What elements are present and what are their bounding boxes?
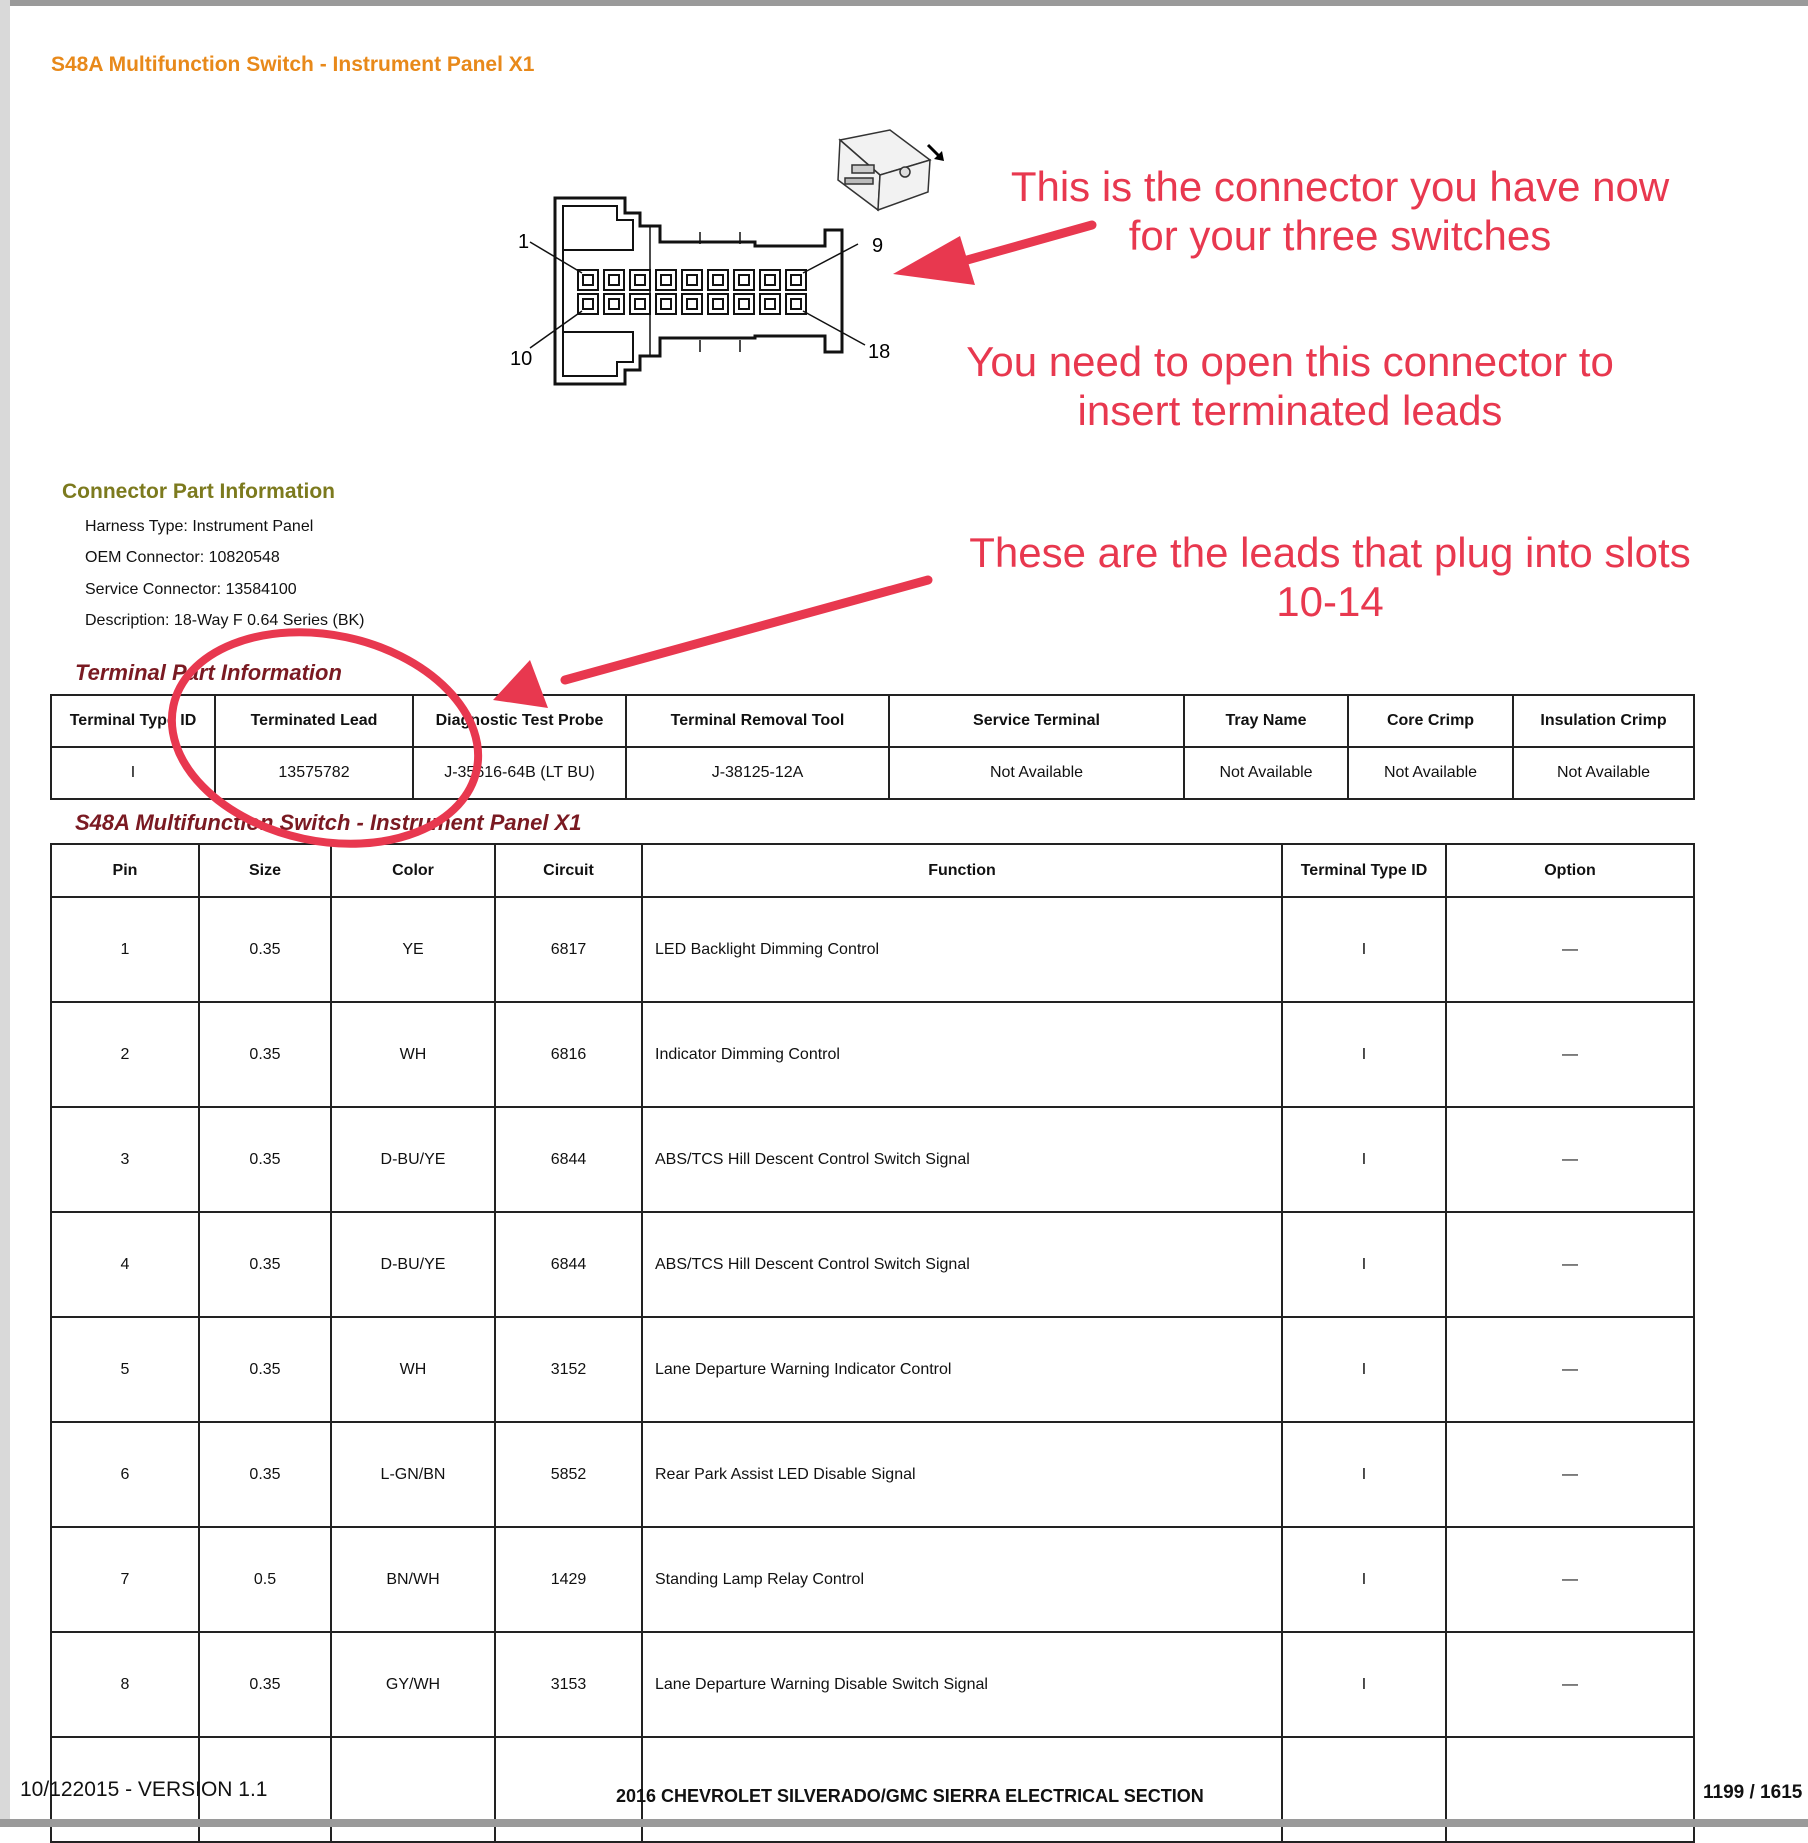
table-cell: I	[1282, 1317, 1446, 1422]
column-header: Core Crimp	[1348, 695, 1513, 747]
table-cell: YE	[331, 897, 495, 1002]
table-cell: I	[1282, 897, 1446, 1002]
connector-drawing	[500, 120, 960, 400]
pin-label-1: 1	[518, 231, 530, 253]
table-cell: Rear Park Assist LED Disable Signal	[642, 1422, 1282, 1527]
table-cell: Lane Departure Warning Disable Switch Signal	[642, 1632, 1282, 1737]
pin-cavities-bottom-row	[578, 294, 806, 314]
table-cell: J-38125-12A	[626, 747, 889, 799]
table-cell: WH	[331, 1002, 495, 1107]
footer-version: 10/122015 - VERSION 1.1	[20, 1778, 268, 1801]
column-header: Tray Name	[1184, 695, 1348, 747]
table-row	[51, 1527, 1694, 1632]
table-cell: Not Available	[1513, 747, 1694, 799]
table-cell: 0.35	[199, 1212, 331, 1317]
column-header: Terminated Lead	[215, 695, 413, 747]
table-cell: D-BU/YE	[331, 1107, 495, 1212]
column-header: Function	[642, 844, 1282, 897]
table-row	[51, 747, 1694, 799]
pin-table	[50, 843, 1695, 1843]
table-cell: I	[1282, 1107, 1446, 1212]
column-header: Option	[1446, 844, 1694, 897]
page-frame-top	[0, 0, 1808, 6]
table-cell: ABS/TCS Hill Descent Control Switch Signal	[642, 1107, 1282, 1212]
thumbnail-arrow-icon	[928, 145, 944, 161]
table-row	[51, 1212, 1694, 1317]
table-cell: —	[1446, 1527, 1694, 1632]
connector-info-heading: Connector Part Information	[62, 480, 336, 503]
table-row	[51, 1632, 1694, 1737]
table-cell: 0.35	[199, 1632, 331, 1737]
table-cell: 5852	[495, 1422, 642, 1527]
table-cell: 6817	[495, 897, 642, 1002]
pin-label-18: 18	[868, 341, 891, 363]
table-cell: I	[51, 747, 215, 799]
table-cell: J-35616-64B (LT BU)	[413, 747, 626, 799]
table-cell: 3	[51, 1107, 199, 1212]
table-cell: —	[1446, 1002, 1694, 1107]
column-header: Size	[199, 844, 331, 897]
page-frame-bottom	[0, 1819, 1808, 1827]
terminal-info-heading: Terminal Part Information	[75, 660, 342, 685]
table-cell: Not Available	[1348, 747, 1513, 799]
table-row	[51, 1107, 1694, 1212]
table-cell: ABS/TCS Hill Descent Control Switch Signal	[642, 1212, 1282, 1317]
column-header: Terminal Removal Tool	[626, 695, 889, 747]
table-cell: I	[1282, 1212, 1446, 1317]
connector-diagram	[500, 120, 960, 400]
pin-label-9: 9	[872, 235, 884, 257]
table-cell: —	[1446, 1107, 1694, 1212]
annotation-line: This is the connector you have now	[1010, 163, 1670, 210]
table-cell: Not Available	[889, 747, 1184, 799]
pin-cavities-top-row	[578, 270, 806, 290]
harness-type: Harness Type: Instrument Panel	[85, 518, 314, 535]
annotation-line: insert terminated leads	[1077, 387, 1503, 434]
table-cell: —	[1446, 1632, 1694, 1737]
table-cell: 0.35	[199, 1317, 331, 1422]
table-cell: 0.5	[199, 1527, 331, 1632]
column-header: Terminal Type ID	[1282, 844, 1446, 897]
table-cell: Not Available	[1184, 747, 1348, 799]
page-title: S48A Multifunction Switch - Instrument Panel X1	[51, 53, 535, 76]
terminal-info-table	[50, 694, 1695, 800]
page-frame-left	[0, 0, 10, 1827]
table-cell: —	[1446, 897, 1694, 1002]
table-row	[51, 1002, 1694, 1107]
table-cell: 2	[51, 1002, 199, 1107]
pin-table-heading: S48A Multifunction Switch - Instrument Panel X1	[75, 810, 582, 835]
table-row	[51, 897, 1694, 1002]
table-cell: LED Backlight Dimming Control	[642, 897, 1282, 1002]
table-cell: 0.35	[199, 1422, 331, 1527]
table-cell: 6	[51, 1422, 199, 1527]
table-cell: 6844	[495, 1107, 642, 1212]
table-header-row	[51, 695, 1694, 747]
column-header: Diagnostic Test Probe	[413, 695, 626, 747]
table-cell: 5	[51, 1317, 199, 1422]
table-cell: L-GN/BN	[331, 1422, 495, 1527]
table-cell: Standing Lamp Relay Control	[642, 1527, 1282, 1632]
table-cell: I	[1282, 1632, 1446, 1737]
table-cell: 1	[51, 897, 199, 1002]
column-header: Circuit	[495, 844, 642, 897]
table-cell: 3153	[495, 1632, 642, 1737]
table-cell: 4	[51, 1212, 199, 1317]
column-header: Color	[331, 844, 495, 897]
table-cell: I	[1282, 1422, 1446, 1527]
table-cell: 3152	[495, 1317, 642, 1422]
column-header: Pin	[51, 844, 199, 897]
footer-page-number: 1199 / 1615	[1703, 1782, 1803, 1803]
table-cell: 8	[51, 1632, 199, 1737]
table-cell: GY/WH	[331, 1632, 495, 1737]
oem-connector: OEM Connector: 10820548	[85, 549, 280, 566]
pin-label-10: 10	[510, 348, 533, 370]
table-cell: D-BU/YE	[331, 1212, 495, 1317]
table-cell: 0.35	[199, 1107, 331, 1212]
table-header-row	[51, 844, 1694, 897]
table-cell: 1429	[495, 1527, 642, 1632]
column-header: Terminal Type ID	[51, 695, 215, 747]
table-cell: —	[1446, 1317, 1694, 1422]
table-cell: Indicator Dimming Control	[642, 1002, 1282, 1107]
table-cell: 7	[51, 1527, 199, 1632]
annotation-leads-slots	[935, 528, 1725, 626]
table-cell: 13575782	[215, 747, 413, 799]
table-cell: I	[1282, 1002, 1446, 1107]
annotation-line: These are the leads that plug into slots	[969, 529, 1691, 576]
arrow-to-terminated-lead-icon	[493, 580, 928, 708]
annotation-line: for your three switches	[1128, 212, 1552, 259]
annotation-open-connector	[920, 337, 1660, 435]
table-cell: Lane Departure Warning Indicator Control	[642, 1317, 1282, 1422]
annotation-line: You need to open this connector to	[966, 338, 1614, 385]
connector-description: Description: 18-Way F 0.64 Series (BK)	[85, 612, 365, 629]
table-cell: I	[1282, 1527, 1446, 1632]
annotation-connector-now	[970, 162, 1710, 260]
table-row	[51, 1317, 1694, 1422]
table-cell: BN/WH	[331, 1527, 495, 1632]
table-cell: 6816	[495, 1002, 642, 1107]
column-header: Insulation Crimp	[1513, 695, 1694, 747]
connector-thumbnail	[838, 130, 930, 210]
table-cell: —	[1446, 1422, 1694, 1527]
table-cell: —	[1446, 1212, 1694, 1317]
table-cell: 0.35	[199, 1002, 331, 1107]
footer-title: 2016 CHEVROLET SILVERADO/GMC SIERRA ELECTRICAL SECTION	[616, 1786, 1204, 1806]
service-connector: Service Connector: 13584100	[85, 581, 297, 598]
annotation-line: 10-14	[1276, 578, 1384, 625]
table-cell: 6844	[495, 1212, 642, 1317]
table-row	[51, 1422, 1694, 1527]
table-cell: WH	[331, 1317, 495, 1422]
table-cell: 0.35	[199, 897, 331, 1002]
column-header: Service Terminal	[889, 695, 1184, 747]
